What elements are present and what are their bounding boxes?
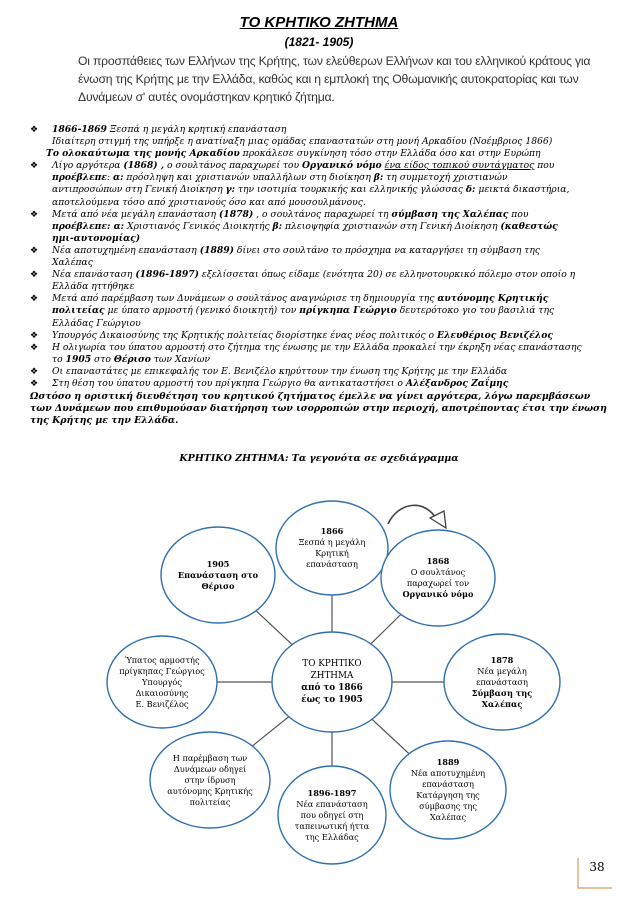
- note-text: Η ολιγωρία του ύπατου αρμοστή στο ζήτημα της ένωσης με την Ελλάδα προκαλεί την έκρηξη νέας επανάστασης: [52, 341, 582, 353]
- intro-paragraph: Οι προσπάθειες των Ελλήνων της Κρήτης, των ελεύθερων Ελλήνων και του ελληνικού κράτους για ένωση της Κρήτης με την Ελλάδα, καθώς και η εμπλοκή της Οθωμανικής αυτοκρατορίας και των Δυνάμεων σ' αυτές ονομάστηκαν κρητικό ζήτημα.: [78, 54, 591, 104]
- node-year: 1868: [426, 556, 450, 566]
- note-text: Ιδιαίτερη στιγμή της υπήρξε η ανατίναξη μιας ομάδας επαναστατών στη μονή Αρκαδίου (Νοέμβριος 1866): [52, 136, 553, 148]
- node-year: 1878: [490, 654, 514, 665]
- note-bold: προέβλεπε: α:: [52, 220, 125, 232]
- node-text: Νέα μεγάλη: [477, 665, 527, 676]
- year: (1878): [218, 208, 254, 220]
- node-text: Υπουργός: [142, 676, 182, 687]
- note-text: στο: [91, 353, 114, 365]
- node-1896: [284, 768, 380, 862]
- note-text: Μετά από νέα μεγάλη επανάσταση: [52, 208, 219, 220]
- conclusion-paragraph: Ωστόσο η οριστική διευθέτηση του κρητικού ζητήματος έμελλε να γίνει αργότερα, λόγω παρεμβάσεων των Δυνάμεων που επιθυμούσαν διατήρηση των ισορροπιών στην περιοχή, αποτρέποντας έτσι την ένωση της Κρήτης με την Ελλάδα.: [30, 391, 607, 427]
- node-text: Δυνάμεων οδηγεί: [173, 763, 247, 774]
- note-bold: πρίγκηπα Γεώργιο: [299, 305, 397, 317]
- node-text: Κρητική: [315, 548, 349, 558]
- note-text: :: [107, 172, 114, 184]
- node-text: Ο σουλτάνος: [410, 567, 466, 577]
- note-bold: 1905: [65, 353, 92, 365]
- node-bold-text: Σύμβαση της: [471, 687, 533, 698]
- node-year: 1905: [206, 558, 230, 569]
- note-bold: αυτόνομης Κρητικής: [437, 293, 549, 305]
- node-text: επανάσταση: [476, 676, 528, 687]
- center-node: [278, 640, 386, 724]
- node-text: επανάσταση: [422, 779, 474, 789]
- diamond-bullet-icon: ❖: [30, 378, 39, 389]
- note-text: των Χανίων: [150, 353, 210, 365]
- note-underlined: ένα είδος τοπικού συντάγματος: [384, 160, 535, 172]
- node-text: Νέα αποτυχημένη: [410, 768, 486, 778]
- note-bold: α:: [113, 172, 124, 184]
- note-text: δευτερότοκο γιο του βασιλιά της: [396, 305, 555, 317]
- node-bold-text: Επανάσταση στο: [177, 569, 259, 580]
- note-text: Νέα αποτυχημένη επανάσταση: [52, 244, 200, 256]
- node-text: Χαλέπας: [429, 812, 467, 822]
- page-subtitle: (1821- 1905): [284, 35, 354, 49]
- page-title: ΤΟ ΚΡΗΤΙΚΟ ΖΗΤΗΜΑ: [239, 14, 399, 31]
- node-text: πολιτείας: [189, 796, 231, 807]
- note-text: προκάλεσε συγκίνηση τόσο στην Ελλάδα όσο και στην Ευρώπη: [239, 148, 541, 160]
- note-text: αντιπροσώπων στη Γενική Διοίκηση: [52, 184, 226, 196]
- page-number: 38: [589, 860, 605, 874]
- node-1878: [452, 636, 552, 728]
- note-text: που: [508, 208, 529, 220]
- diagram-title: ΚΡΗΤΙΚΟ ΖΗΤΗΜΑ: Τα γεγονότα σε σχεδιάγραμμα: [179, 453, 459, 464]
- node-bold-text: Χαλέπας: [481, 698, 523, 709]
- note-bold: προέβλεπε: [52, 172, 107, 184]
- note-text: Υπουργός Δικαιοσύνης της Κρητικής πολιτείας διορίστηκε ένας νέος πολιτικός ο: [52, 329, 437, 341]
- note-bold: ημι-αυτονομίας): [52, 232, 141, 244]
- diamond-bullet-icon: ❖: [30, 161, 39, 172]
- center-title: ΖΗΤΗΜΑ: [310, 671, 354, 681]
- center-title: ΤΟ ΚΡΗΤΙΚΟ: [302, 659, 362, 669]
- note-text: που: [534, 160, 555, 172]
- note-bold: Το ολοκαύτωμα της μονής Αρκαδίου: [46, 148, 240, 160]
- note-text: Χαλέπας: [52, 257, 93, 269]
- node-text: Νέα επανάσταση: [296, 798, 368, 809]
- note-text: τη συμμετοχή χριστιανών: [383, 172, 508, 184]
- node-text: επανάσταση: [306, 559, 358, 569]
- note-text: ο σουλτάνος παραχωρεί του: [164, 160, 302, 172]
- node-text: Η παρέμβαση των: [172, 752, 248, 763]
- diamond-bullet-icon: ❖: [30, 209, 39, 220]
- year: (1868) ,: [123, 160, 165, 172]
- node-text: της Ελλάδας: [305, 831, 359, 842]
- note-text: Ξεσπά η μεγάλη κρητική επανάσταση: [106, 124, 287, 135]
- note-bold: Θέρισο: [113, 353, 151, 365]
- node-bold-text: Οργανικό νόμο: [402, 589, 474, 599]
- node-text: πρίγκηπας Γεώργιος: [119, 665, 205, 676]
- node-1866: [284, 506, 380, 590]
- node-text: αυτόνομης Κρητικής: [167, 785, 253, 796]
- node-year: 1896-1897: [307, 787, 357, 798]
- note-text: Μετά από παρέμβαση των Δυνάμεων ο σουλτάνος αναγνώρισε τη δημιουργία της: [52, 293, 438, 305]
- node-1889: [396, 740, 500, 840]
- node-text: παραχωρεί τον: [406, 578, 470, 588]
- note-bold: δ:: [465, 184, 476, 196]
- note-text: Στη θέση του ύπατου αρμοστή του πρίγκηπα Γεώργιο θα αντικαταστήσει ο: [52, 377, 406, 389]
- node-text: Δικαιοσύνης: [135, 687, 189, 698]
- year: 1866-1869: [52, 124, 107, 135]
- node-1868: [388, 536, 488, 620]
- year: (1896-1897): [135, 269, 199, 281]
- note-text: Ελλάδα ηττήθηκε: [52, 281, 135, 293]
- diamond-bullet-icon: ❖: [30, 294, 39, 305]
- note-text: αποτελούμενα τόσο από χριστιανούς όσο και από μουσουλμάνους.: [52, 196, 366, 208]
- note-text: με ύπατο αρμοστή (γενικό διοικητή) τον: [104, 305, 300, 317]
- note-text: , ο σουλτάνος παραχωρεί τη: [253, 208, 392, 220]
- node-text: Ξεσπά η μεγάλη: [298, 537, 366, 547]
- note-text: το: [52, 353, 66, 365]
- note-text: εξελίσσεται όπως είδαμε (ενότητα 20) σε ελληνοτουρκικό πόλεμο στον οποίο η: [198, 269, 576, 281]
- diamond-bullet-icon: ❖: [30, 245, 39, 256]
- node-year: 1889: [436, 757, 460, 767]
- note-bold: Αλέξανδρος Ζαΐμης: [405, 377, 509, 389]
- diamond-bullet-icon: ❖: [30, 270, 39, 281]
- note-text: Λίγο αργότερα: [52, 160, 124, 172]
- node-commissioner: [112, 640, 212, 724]
- node-text: Κατάργηση της: [416, 790, 480, 800]
- note-text: Νέα επανάσταση: [52, 269, 136, 281]
- note-bold: Οργανικό νόμο: [301, 160, 382, 172]
- note-text: Οι επαναστάτες με επικεφαλής τον Ε. Βενιζέλο κηρύττουν την ένωση της Κρήτης με την Ελλάδα: [52, 365, 508, 377]
- node-text: Ε. Βενιζέλος: [135, 698, 189, 709]
- year: (1889): [199, 244, 235, 256]
- note-bold: β:: [272, 220, 283, 232]
- note-text: μεικτά δικαστήρια,: [475, 184, 570, 196]
- node-text: που οδηγεί στη: [300, 809, 364, 820]
- diamond-bullet-icon: ❖: [30, 330, 39, 341]
- note-bold: πολιτείας: [52, 305, 105, 317]
- center-range: από το 1866: [301, 683, 363, 693]
- node-bold-text: Θέρισο: [201, 580, 235, 591]
- center-range: έως το 1905: [301, 695, 363, 705]
- node-1905: [166, 540, 270, 610]
- node-powers: [156, 736, 264, 824]
- note-bold: β:: [373, 172, 384, 184]
- note-text: πλειοψηφία χριστιανών στη Γενική Διοίκηση: [282, 220, 501, 232]
- note-text: την ισοτιμία τουρκικής και ελληνικής γλώσσας: [235, 184, 466, 196]
- note-text: δίνει στο σουλτάνο το πρόσχημα να καταργήσει τη σύμβαση της: [234, 244, 541, 256]
- node-text: Ύπατος αρμοστής: [124, 654, 200, 665]
- diamond-bullet-icon: ❖: [30, 125, 39, 135]
- node-text: στην ίδρυση: [184, 774, 236, 785]
- node-text: σύμβασης της: [419, 801, 477, 811]
- note-bold: Ελευθέριος Βενιζέλος: [436, 329, 553, 341]
- diamond-bullet-icon: ❖: [30, 342, 39, 353]
- node-year: 1866: [320, 526, 344, 536]
- diamond-bullet-icon: ❖: [30, 366, 39, 377]
- curved-arrow-icon: [388, 505, 446, 528]
- note-text: πρόσληψη και χριστιανών υπαλλήλων στη διοίκηση: [123, 172, 374, 184]
- node-text: ταπεινωτική ήττα: [294, 820, 370, 831]
- note-bold: (καθεστώς: [500, 220, 558, 232]
- note-bold: σύμβαση της Χαλέπας: [391, 208, 509, 220]
- note-text: Χριστιανός Γενικός Διοικητής: [124, 220, 273, 232]
- note-bold: γ:: [225, 184, 236, 196]
- note-text: Ελλάδας Γεώργιου: [52, 317, 141, 329]
